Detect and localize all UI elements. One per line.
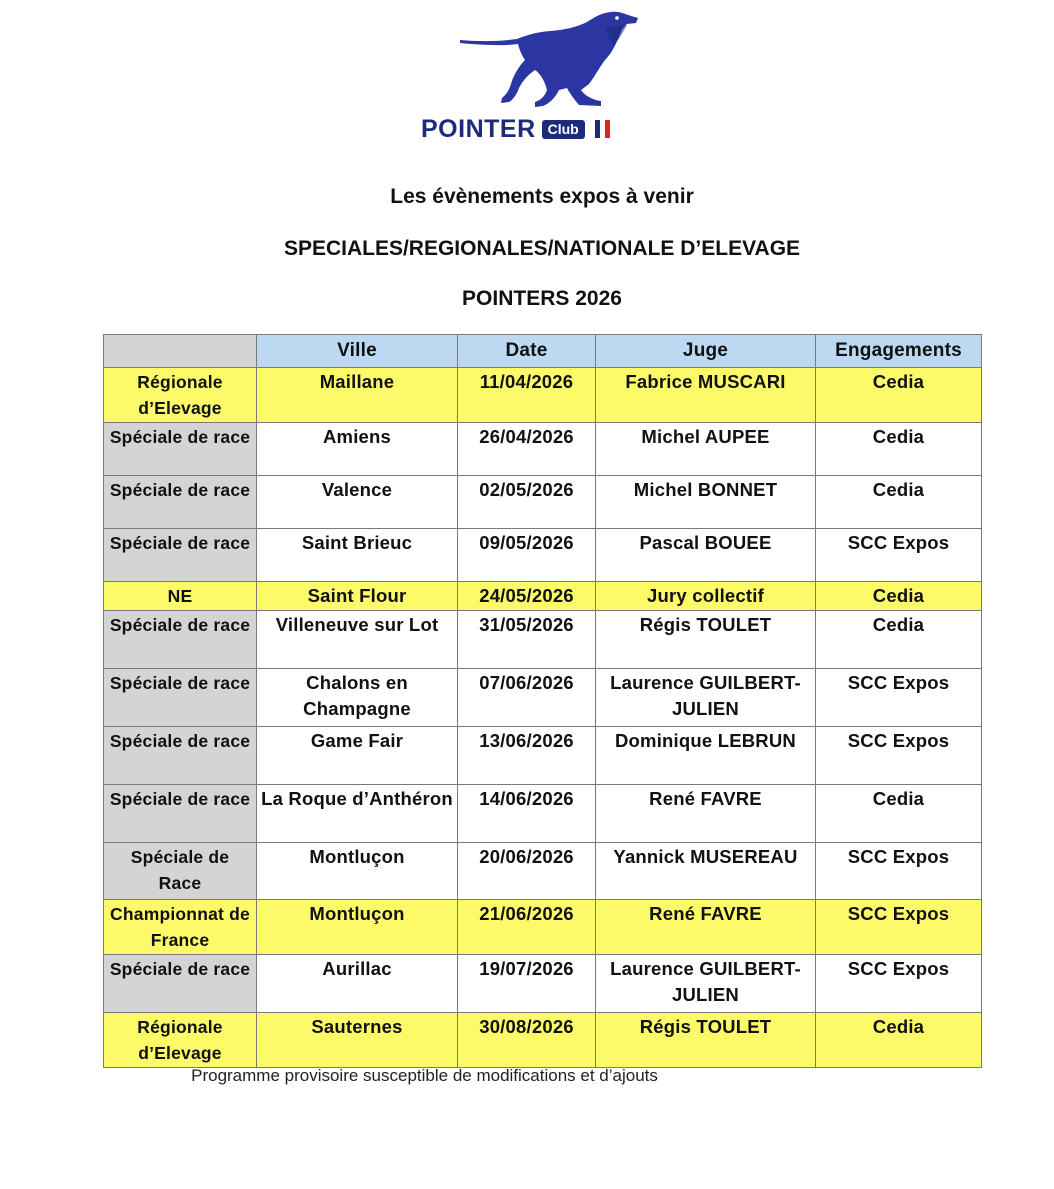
cell-date: 19/07/2026 [458,955,596,1013]
table-row [104,785,982,843]
table-row [104,368,982,423]
header-engagements: Engagements [816,335,982,368]
cell-type: Spéciale de race [104,423,257,476]
cell-date: 07/06/2026 [458,669,596,727]
table-row [104,476,982,529]
cell-juge: Michel BONNET [596,476,816,529]
cell-juge: Fabrice MUSCARI [596,368,816,423]
table-row [104,900,982,955]
table-row [104,1013,982,1068]
events-table [103,334,982,1068]
cell-ville: Game Fair [257,727,458,785]
cell-date: 09/05/2026 [458,529,596,582]
cell-date: 26/04/2026 [458,423,596,476]
cell-date: 20/06/2026 [458,843,596,900]
table-row [104,955,982,1013]
cell-juge: René FAVRE [596,900,816,955]
pointer-dog-icon [455,8,645,113]
cell-ville: La Roque d’Anthéron [257,785,458,843]
table-row [104,423,982,476]
cell-ville: Amiens [257,423,458,476]
cell-ville: Maillane [257,368,458,423]
cell-type: Spéciale de race [104,529,257,582]
cell-engagements: Cedia [816,423,982,476]
cell-ville: Montluçon [257,900,458,955]
cell-juge: Pascal BOUEE [596,529,816,582]
cell-juge: René FAVRE [596,785,816,843]
cell-type: Spéciale de race [104,611,257,669]
footnote: Programme provisoire susceptible de modifications et d’ajouts [191,1066,658,1085]
cell-engagements: Cedia [816,476,982,529]
cell-date: 30/08/2026 [458,1013,596,1068]
cell-juge: Dominique LEBRUN [596,727,816,785]
french-flag-icon [595,120,610,138]
table-row [104,727,982,785]
cell-ville: Valence [257,476,458,529]
cell-juge: Michel AUPEE [596,423,816,476]
cell-engagements: Cedia [816,368,982,423]
cell-date: 13/06/2026 [458,727,596,785]
logo-club-badge: Club [542,120,585,139]
cell-engagements: SCC Expos [816,727,982,785]
cell-engagements: Cedia [816,611,982,669]
cell-type: Spéciale de race [104,669,257,727]
cell-engagements: SCC Expos [816,529,982,582]
cell-engagements: SCC Expos [816,843,982,900]
cell-type: Spéciale de race [104,727,257,785]
cell-ville: Montluçon [257,843,458,900]
cell-type: Spéciale de race [104,955,257,1013]
club-logo [0,0,1054,160]
table-row [104,582,982,611]
cell-date: 14/06/2026 [458,785,596,843]
table-row [104,669,982,727]
header-juge: Juge [596,335,816,368]
cell-type: Spéciale de race [104,476,257,529]
cell-type: Régionale d’Elevage [104,368,257,423]
cell-juge: Régis TOULET [596,1013,816,1068]
table-row [104,529,982,582]
cell-date: 21/06/2026 [458,900,596,955]
header-ville: Ville [257,335,458,368]
cell-engagements: SCC Expos [816,669,982,727]
cell-ville: Saint Flour [257,582,458,611]
cell-ville: Saint Brieuc [257,529,458,582]
header-type [104,335,257,368]
cell-juge: Laurence GUILBERT-JULIEN [596,669,816,727]
table-body [104,368,982,1068]
cell-ville: Sauternes [257,1013,458,1068]
cell-engagements: Cedia [816,582,982,611]
cell-ville: Chalons en Champagne [257,669,458,727]
cell-date: 02/05/2026 [458,476,596,529]
header-date: Date [458,335,596,368]
table-row [104,611,982,669]
cell-engagements: Cedia [816,1013,982,1068]
logo-brand-text: POINTER [421,114,536,143]
page-title: Les évènements expos à venir [390,185,694,208]
cell-ville: Villeneuve sur Lot [257,611,458,669]
table-header-row [104,335,982,368]
page-year-title: POINTERS 2026 [462,287,622,310]
cell-type: Spéciale de Race [104,843,257,900]
table-row [104,843,982,900]
cell-engagements: Cedia [816,785,982,843]
cell-juge: Régis TOULET [596,611,816,669]
cell-type: NE [104,582,257,611]
cell-date: 24/05/2026 [458,582,596,611]
cell-ville: Aurillac [257,955,458,1013]
cell-engagements: SCC Expos [816,900,982,955]
cell-juge: Jury collectif [596,582,816,611]
cell-engagements: SCC Expos [816,955,982,1013]
page-subtitle: SPECIALES/REGIONALES/NATIONALE D’ELEVAGE [283,237,801,260]
cell-juge: Laurence GUILBERT-JULIEN [596,955,816,1013]
cell-date: 31/05/2026 [458,611,596,669]
cell-juge: Yannick MUSEREAU [596,843,816,900]
cell-type: Championnat de France [104,900,257,955]
cell-type: Spéciale de race [104,785,257,843]
cell-date: 11/04/2026 [458,368,596,423]
cell-type: Régionale d’Elevage [104,1013,257,1068]
